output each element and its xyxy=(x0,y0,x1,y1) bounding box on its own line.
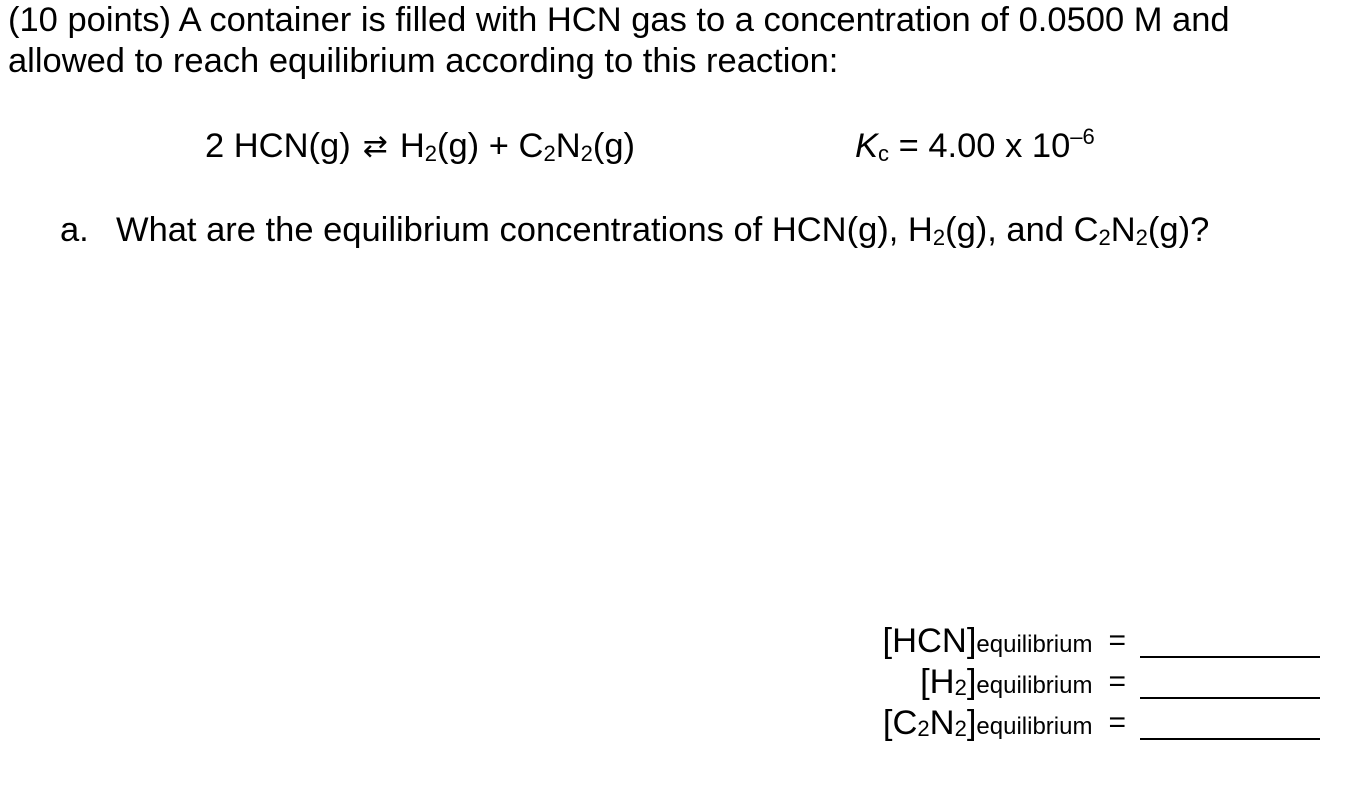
question-text-part-3: N xyxy=(1110,211,1136,249)
h2-answer-blank[interactable] xyxy=(1140,696,1320,699)
product-c2n2-state: (g) xyxy=(592,127,636,165)
question-h2-subscript: 2 xyxy=(932,225,946,250)
h2-label-open: [H xyxy=(920,663,955,701)
answer-row-hcn xyxy=(860,620,1320,661)
h2-equilibrium-subscript: equilibrium xyxy=(976,672,1093,699)
hcn-equilibrium-subscript: equilibrium xyxy=(976,631,1093,658)
product-c2n2-n-subscript: 2 xyxy=(580,141,593,166)
equilibrium-constant xyxy=(855,124,1095,168)
answer-section xyxy=(860,620,1320,743)
c2n2-label-close: ] xyxy=(966,704,977,742)
question-letter: a. xyxy=(60,211,89,249)
product-c2n2-n: N xyxy=(555,127,581,165)
plus-sign: + xyxy=(488,127,509,165)
chemical-equation xyxy=(205,124,635,170)
c2n2-n: N xyxy=(929,704,955,742)
question-text-part-2: (g), and C xyxy=(945,211,1099,249)
product-h2-subscript: 2 xyxy=(424,141,437,166)
c2n2-equals-sign: = xyxy=(1108,706,1126,739)
kc-value: = 4.00 x 10 xyxy=(898,127,1071,165)
answer-row-c2n2 xyxy=(860,702,1320,743)
hcn-equals-sign: = xyxy=(1108,624,1126,657)
h2-answer-label xyxy=(920,662,1092,702)
question-text-part-1: What are the equilibrium concentrations of HCN(g), H xyxy=(116,211,933,249)
question-a xyxy=(60,208,1209,252)
c2n2-c-subscript: 2 xyxy=(917,716,930,741)
c2n2-label-open: [C xyxy=(882,704,918,742)
reactant: 2 HCN(g) xyxy=(205,127,351,165)
h2-label-close: ] xyxy=(966,663,977,701)
equilibrium-arrow-icon: ⇄ xyxy=(362,130,388,163)
c2n2-answer-blank[interactable] xyxy=(1140,737,1320,740)
product-h2-symbol: H xyxy=(399,127,425,165)
problem-statement xyxy=(8,0,1348,82)
answer-row-h2 xyxy=(860,661,1320,702)
hcn-answer-blank[interactable] xyxy=(1140,655,1320,658)
hcn-answer-label xyxy=(882,621,1092,661)
problem-intro-line-2: allowed to reach equilibrium according to this reaction: xyxy=(8,42,839,80)
hcn-label: [HCN] xyxy=(882,622,977,660)
problem-intro-line-1: (10 points) A container is filled with HCN gas to a concentration of 0.0500 M and xyxy=(8,1,1230,39)
c2n2-answer-label xyxy=(883,703,1093,743)
question-c-subscript: 2 xyxy=(1098,225,1111,250)
product-h2-state: (g) xyxy=(437,127,480,165)
kc-symbol: K xyxy=(855,127,879,165)
kc-exponent: –6 xyxy=(1070,124,1095,149)
question-n-subscript: 2 xyxy=(1135,225,1148,250)
h2-label-subscript: 2 xyxy=(954,675,967,700)
question-text-part-4: (g)? xyxy=(1147,211,1210,249)
product-c2n2-c-subscript: 2 xyxy=(543,141,556,166)
c2n2-n-subscript: 2 xyxy=(954,716,967,741)
product-c2n2-c: C xyxy=(518,127,544,165)
c2n2-equilibrium-subscript: equilibrium xyxy=(976,713,1093,740)
kc-subscript: c xyxy=(878,141,890,166)
h2-equals-sign: = xyxy=(1108,665,1126,698)
